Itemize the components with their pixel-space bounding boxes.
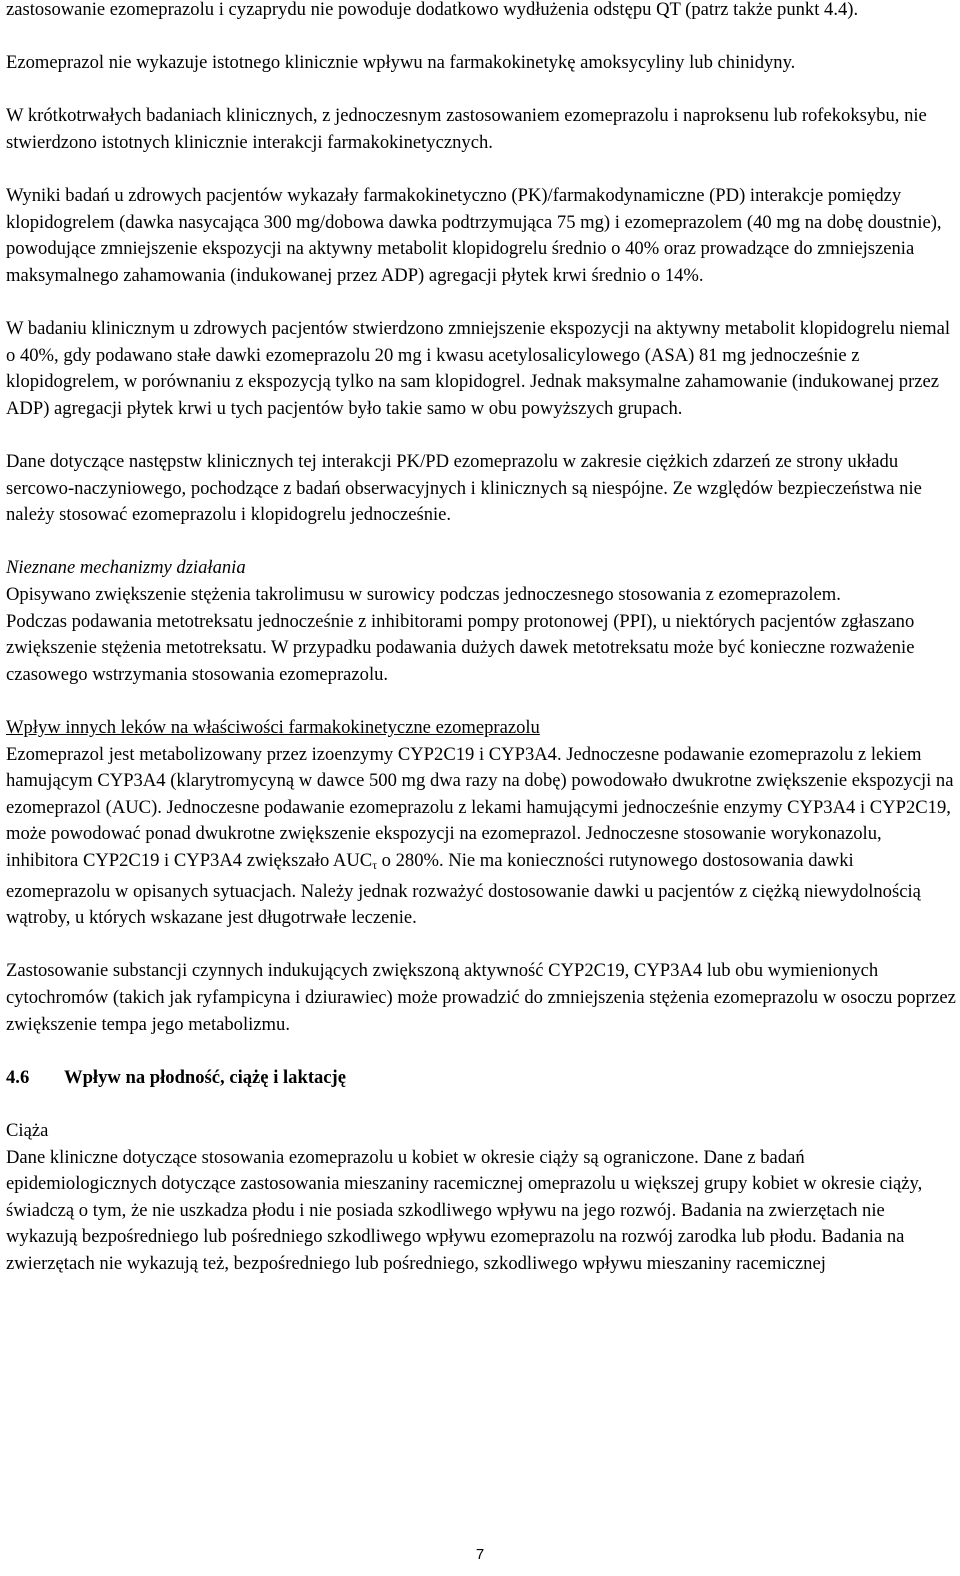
paragraph-qt-interval: zastosowanie ezomeprazolu i cyzaprydu nie powoduje dodatkowo wydłużenia odstępu QT (patrz także punkt 4.4).	[6, 0, 859, 20]
document-page	[6, 0, 956, 1278]
paragraph-clopidogrel-pk-pd: Wyniki badań u zdrowych pacjentów wykazały farmakokinetyczno (PK)/farmakodynamiczne (PD) interakcje pomiędzy klopidogrelem (dawka nasycająca 300 mg/dobowa dawka podtrzymująca 75 mg) i ezomeprazolem (40 mg na dobę doustnie), powodujące zmniejszenie ekspozycji na aktywny metabolit klopidogrelu średnio o 40% oraz prowadzące do zmniejszenia maksymalnego zahamowania (indukowanej przez ADP) agregacji płytek krwi średnio o 14%.	[6, 185, 942, 286]
paragraph-cardiovascular-consequences: Dane dotyczące następstw klinicznych tej interakcji PK/PD ezomeprazolu w zakresie ciężkich zdarzeń ze strony układu sercowo-naczyniowego, pochodzące z badań obserwacyjnych i klinicznych są niespójne. Ze względów bezpieczeństwa nie należy stosować ezomeprazolu i klopidogrelu jednocześnie.	[6, 451, 922, 526]
paragraph-naproxen-rofecoxib: W krótkotrwałych badaniach klinicznych, z jednoczesnym zastosowaniem ezomeprazolu i naproksenu lub rofekoksybu, nie stwierdzono istotnych klinicznie interakcji farmakokinetycznych.	[6, 105, 927, 153]
section-number: 4.6	[6, 1066, 30, 1088]
paragraph-methotrexate: Podczas podawania metotreksatu jednocześnie z inhibitorami pompy protonowej (PPI), u niektórych pacjentów zgłaszano zwiększenie stężenia metotreksatu. W przypadku podawania dużych dawek metotreksatu może być konieczne rozważenie czasowego wstrzymania stosowania ezomeprazolu.	[6, 610, 915, 685]
paragraph-cyp-inducers: Zastosowanie substancji czynnych indukujących zwiększoną aktywność CYP2C19, CYP3A4 lub obu wymienionych cytochromów (takich jak ryfampicyna i dziurawiec) może prowadzić do zmniejszenia stężenia ezomeprazolu w osoczu poprzez zwiększenie tempa jego metabolizmu.	[6, 960, 956, 1035]
subheading-pregnancy: Ciąża	[6, 1119, 49, 1141]
page-number: 7	[475, 1546, 485, 1563]
paragraph-tacrolimus: Opisywano zwiększenie stężenia takrolimusu w surowicy podczas jednoczesnego stosowania z ezomeprazolem.	[6, 584, 841, 606]
heading-unknown-mechanisms: Nieznane mechanizmy działania	[6, 557, 246, 579]
cyp-text-after-subscript: o 280%. Nie ma konieczności rutynowego dostosowania dawki ezomeprazolu w opisanych sytuacjach. Należy jednak rozważyć dostosowanie dawki u pacjentów z ciężką niewydolnością wątroby, u których wskazane jest długotrwałe leczenie.	[6, 850, 921, 929]
paragraph-amoxicillin-quinidine: Ezomeprazol nie wykazuje istotnego klinicznie wpływu na farmakokinetykę amoksycyliny lub chinidyny.	[6, 52, 796, 74]
paragraph-pregnancy-data: Dane kliniczne dotyczące stosowania ezomeprazolu u kobiet w okresie ciąży są ograniczone. Dane z badań epidemiologicznych dotyczące zastosowania mieszaniny racemicznej omeprazolu u większej grupy kobiet w okresie ciąży, świadczą o tym, że nie uszkadza płodu i nie posiada szkodliwego wpływu na jego rozwój. Badania na zwierzętach nie wykazują bezpośredniego lub pośredniego szkodliwego wpływu ezomeprazolu na rozwój zarodka lub płodu. Badania na zwierzętach nie wykazują też, bezpośredniego lub pośredniego, szkodliwego wpływu mieszaniny racemicznej	[6, 1146, 923, 1274]
heading-other-drugs-influence: Wpływ innych leków na właściwości farmakokinetyczne ezomeprazolu	[6, 717, 540, 739]
cyp-text-before-subscript: Ezomeprazol jest metabolizowany przez izoenzymy CYP2C19 i CYP3A4. Jednoczesne podawanie ezomeprazolu z lekiem hamującym CYP3A4 (klarytromycyną w dawce 500 mg dwa razy na dobę) powodowało dwukrotne zwiększenie ekspozycji na ezomeprazol (AUC). Jednoczesne podawanie ezomeprazolu z lekami hamującymi jednocześnie enzymy CYP3A4 i CYP2C19, może powodować ponad dwukrotne zwiększenie ekspozycji na ezomeprazol. Jednoczesne stosowanie worykonazolu, inhibitora CYP2C19 i CYP3A4 zwiększało AUC	[6, 743, 954, 871]
section-title: Wpływ na płodność, ciążę i laktację	[64, 1066, 347, 1088]
paragraph-cyp-metabolism	[6, 742, 956, 932]
auc-subscript-tau: τ	[372, 858, 378, 872]
section-heading-4-6	[6, 1065, 956, 1092]
paragraph-clopidogrel-asa-study: W badaniu klinicznym u zdrowych pacjentów stwierdzono zmniejszenie ekspozycji na aktywny metabolit klopidogrelu niemal o 40%, gdy podawano stałe dawki ezomeprazolu 20 mg i kwasu acetylosalicylowego (ASA) 81 mg jednocześnie z klopidogrelem, w porównaniu z ekspozycją tylko na sam klopidogrel. Jednak maksymalne zahamowanie (indukowanej przez ADP) agregacji płytek krwi u tych pacjentów było takie samo w obu powyższych grupach.	[6, 318, 951, 419]
